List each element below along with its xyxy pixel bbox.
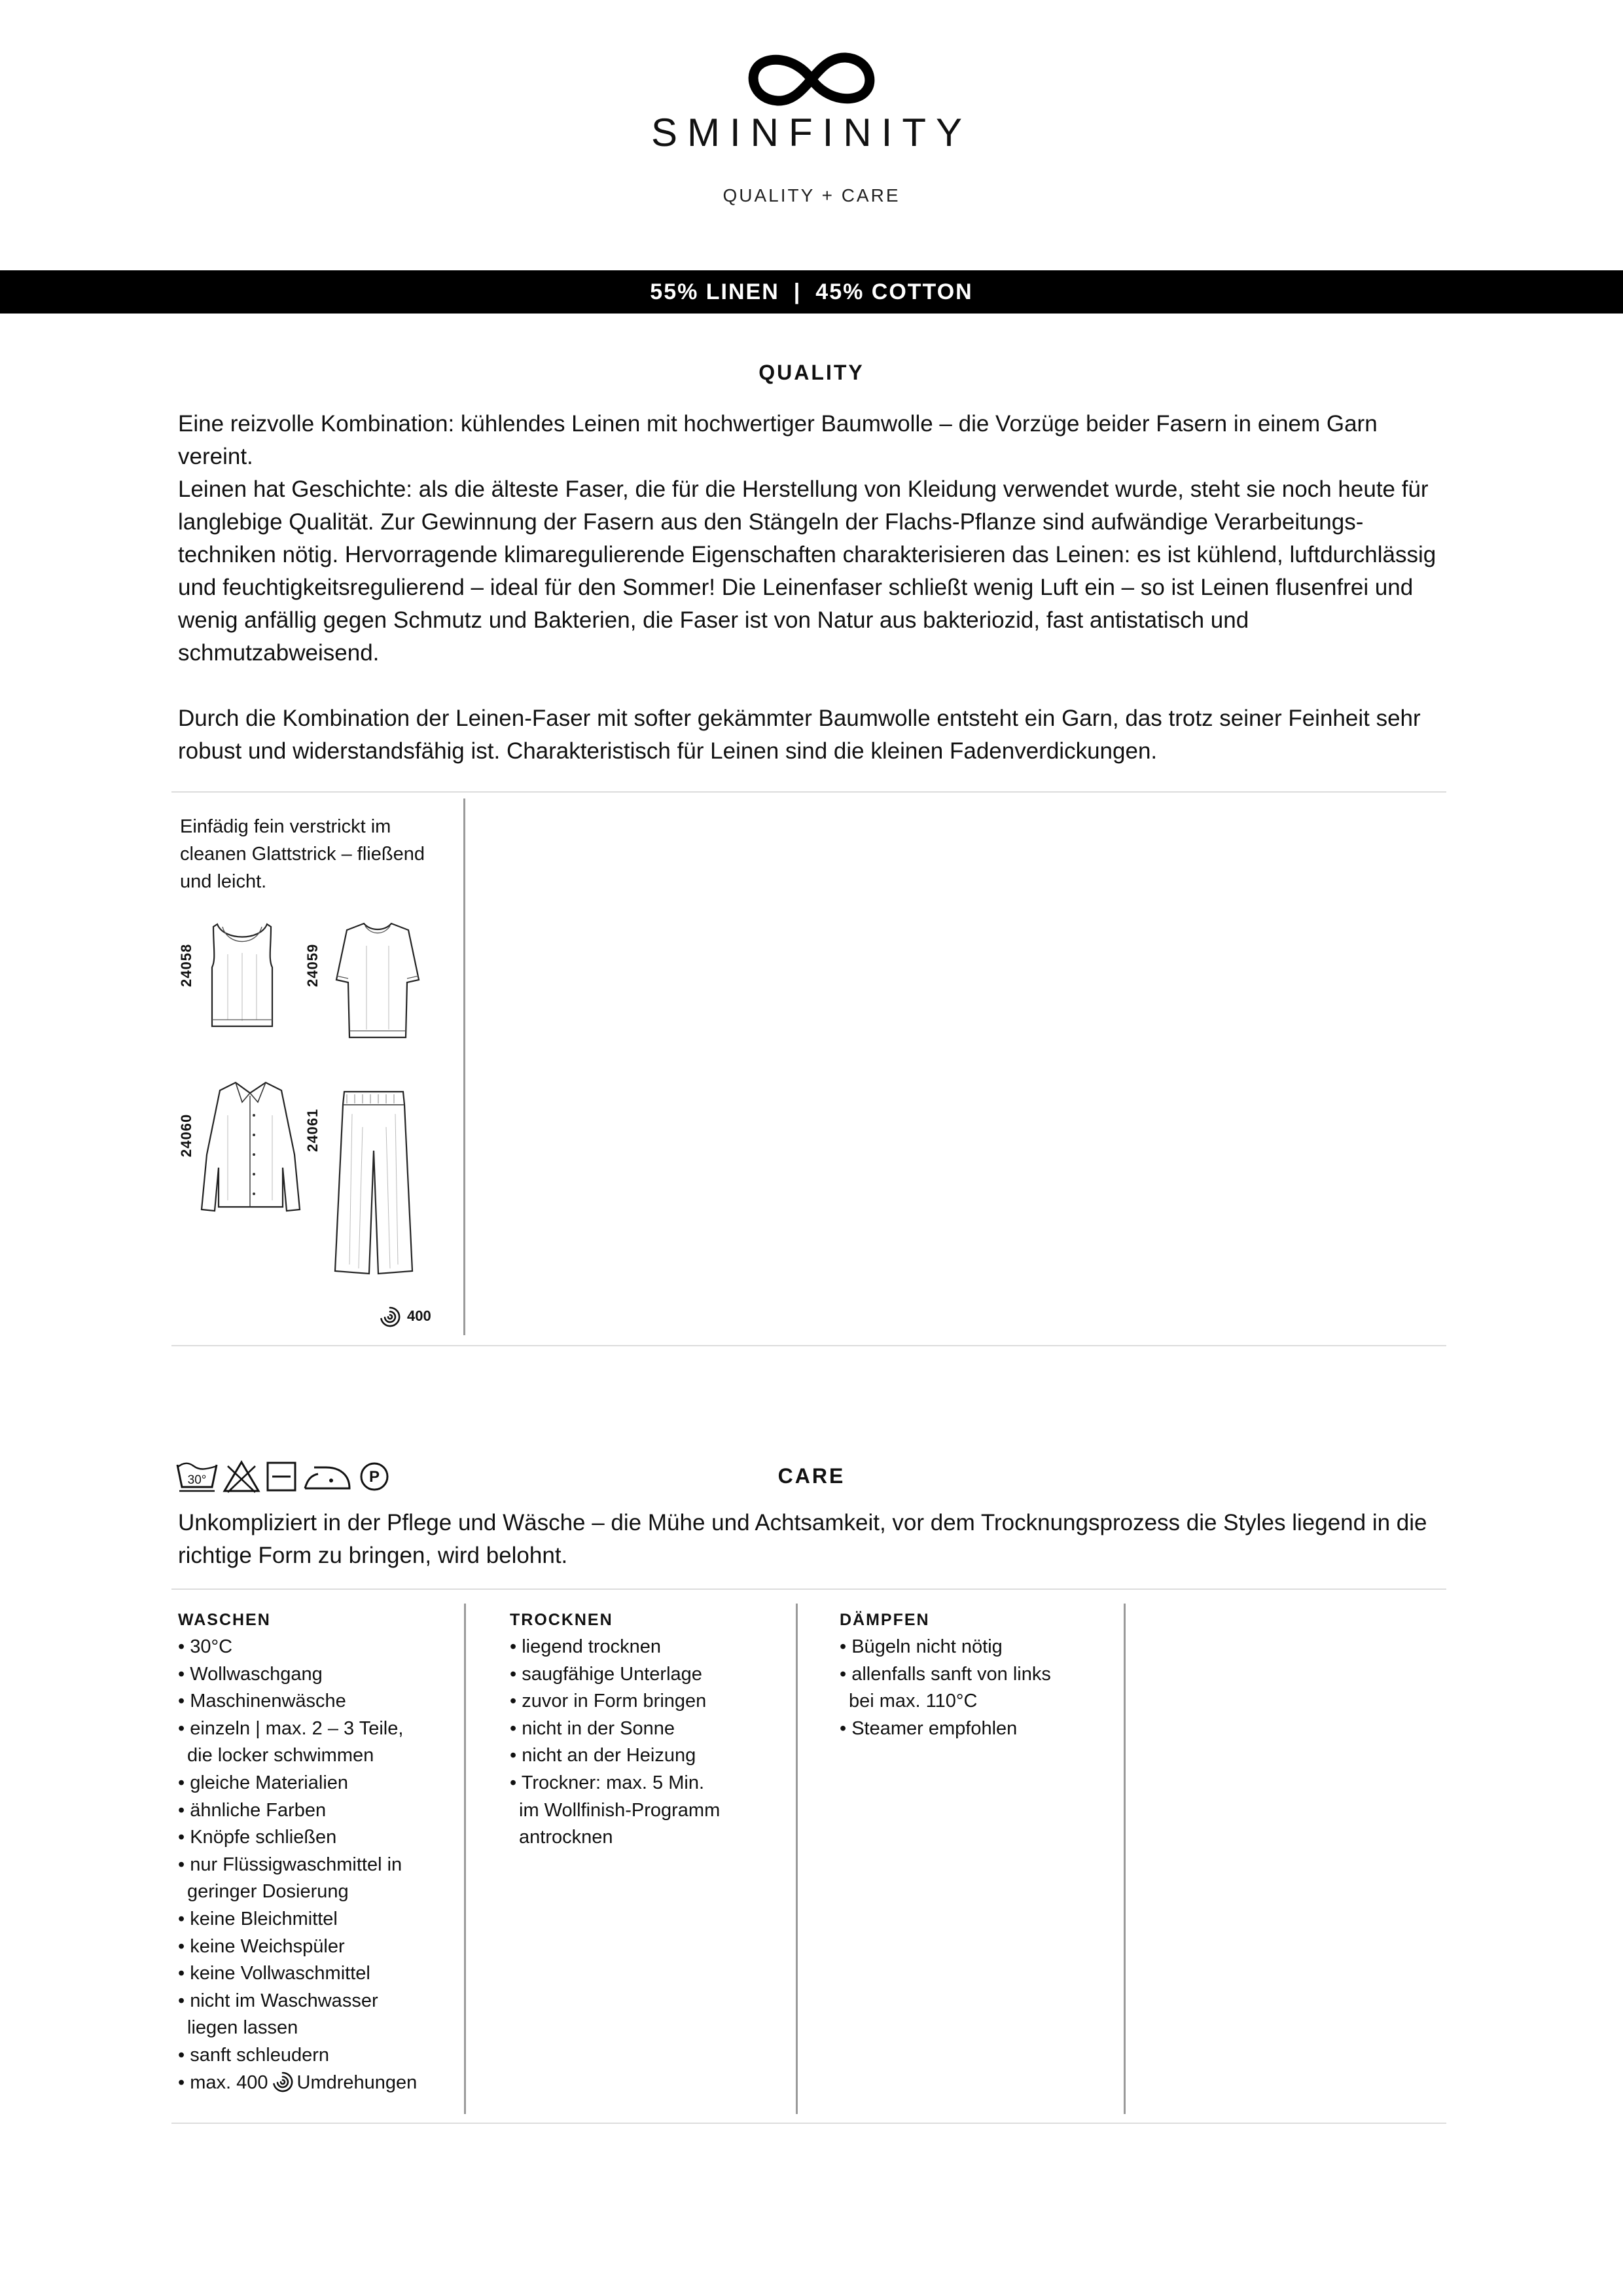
knit-note: Einfädig fein verstrickt im cleanen Glattstrick – fließend und leicht. (180, 816, 425, 892)
t-shirt-sketch (334, 920, 421, 1050)
linen-share: 55% LINEN (650, 279, 779, 304)
quality-paragraph-3: Durch die Kombination der Leinen-Faser mit softer gekämmter Baumwolle entsteht ein Garn, das trotz seiner Feinheit sehr robust und widerstandsfähig ist. Charakteristisch für Leinen sind die kleinen Fadenverdickungen. (178, 706, 1421, 764)
daempfen-column (840, 1606, 1115, 1742)
trocknen-column (510, 1606, 785, 1852)
list-item: • liegend trocknen (510, 1634, 785, 1661)
waschen-column (178, 1606, 453, 2096)
wash-temp-label: 30° (187, 1473, 207, 1487)
pants-sketch (332, 1088, 415, 1279)
spin-suffix: Umdrehungen (296, 2072, 418, 2093)
care-intro: Unkompliziert in der Pflege und Wäsche – die Mühe und Achtsamkeit, vor dem Trocknungsprozess die Styles liegend in die richtige Form zu bringen, wird belohnt. (178, 1510, 1427, 1568)
column-divider (464, 1604, 466, 2114)
spin-prefix: max. 400 (190, 2072, 268, 2093)
spin-speed: 400 (407, 1308, 431, 1324)
list-item: • nicht in der Sonne (510, 1715, 785, 1743)
daempfen-title: DÄMPFEN (840, 1611, 930, 1629)
brand-tagline: QUALITY + CARE (722, 185, 901, 206)
composition-band (0, 270, 1623, 314)
quality-paragraph-2: Leinen hat Geschichte: als die älteste Faser, die für die Herstellung von Kleidung verwendet wurde, steht sie noch heute für langlebige Qualität. Zur Gewinnung der Fasern aus den Stängeln der Flachs-Pflanze sind aufwändige Verarbeitungstechniken nötig. Hervorragende klimaregulierende Eigenschaften charakterisieren das Leinen: es ist kühlend, luftdurchlässig und feuchtigkeitsregulierend – ideal für den Sommer! Die Leinenfaser schließt wenig Luft ein – so ist Leinen flusenfrei und wenig anfällig gegen Schmutz und Bakterien, die Faser ist von Natur aus bakteriozid, fast antistatisch und schmutzabweisend. (178, 476, 1436, 666)
list-item: • Steamer empfohlen (840, 1715, 1115, 1743)
list-item: • Knöpfe schließen (178, 1824, 453, 1852)
style-code-24059: 24059 (304, 943, 321, 987)
column-divider (796, 1604, 798, 2114)
list-item: • zuvor in Form bringen (510, 1688, 785, 1715)
list-item-spin (178, 2070, 453, 2097)
divider (171, 1588, 1446, 1590)
composition-separator: | (793, 279, 802, 304)
list-item: • Trockner: max. 5 Min. im Wollfinish-Programm antrocknen (510, 1770, 785, 1852)
tank-top-sketch (208, 922, 276, 1031)
list-item: • 30°C (178, 1634, 453, 1661)
column-divider (463, 798, 465, 1335)
divider (171, 1345, 1446, 1346)
quality-title: QUALITY (758, 361, 865, 384)
brand-name: SMINFINITY (651, 111, 972, 154)
list-item: • gleiche Materialien (178, 1770, 453, 1797)
list-item: • keine Weichspüler (178, 1933, 453, 1961)
list-item: • nicht im Waschwasser liegen lassen (178, 1988, 453, 2042)
list-item: • einzeln | max. 2 – 3 Teile, die locker schwimmen (178, 1715, 453, 1770)
divider (171, 791, 1446, 793)
list-item: • saugfähige Unterlage (510, 1661, 785, 1689)
list-item: • nur Flüssigwaschmittel in geringer Dosierung (178, 1852, 453, 1906)
care-title: CARE (777, 1464, 846, 1488)
style-code-24061: 24061 (304, 1108, 321, 1152)
quality-paragraph-1: Eine reizvolle Kombination: kühlendes Leinen mit hochwertiger Baumwolle – die Vorzüge beider Fasern in einem Garn vereint. (178, 411, 1378, 469)
style-code-24058: 24058 (178, 943, 194, 987)
list-item: • Maschinenwäsche (178, 1688, 453, 1715)
divider (171, 2123, 1446, 2124)
column-divider (1124, 1604, 1126, 2114)
trocknen-title: TROCKNEN (510, 1611, 613, 1629)
professional-cleaning-label: P (368, 1468, 380, 1486)
infinity-logo-icon (740, 48, 883, 110)
cotton-share: 45% COTTON (815, 279, 973, 304)
list-item: • allenfalls sanft von links bei max. 110°C (840, 1661, 1115, 1715)
spin-cycle-icon (378, 1305, 402, 1329)
list-item: • Wollwaschgang (178, 1661, 453, 1689)
quality-text (178, 408, 1448, 670)
spin-cycle-icon (271, 2070, 294, 2094)
list-item: • keine Vollwaschmittel (178, 1960, 453, 1988)
list-item: • nicht an der Heizung (510, 1742, 785, 1770)
list-item: • ähnliche Farben (178, 1797, 453, 1825)
waschen-title: WASCHEN (178, 1611, 271, 1629)
list-item: • Bügeln nicht nötig (840, 1634, 1115, 1661)
style-code-24060: 24060 (178, 1113, 194, 1157)
shirt-sketch (195, 1076, 306, 1221)
list-item: • keine Bleichmittel (178, 1906, 453, 1933)
list-item: • sanft schleudern (178, 2042, 453, 2070)
